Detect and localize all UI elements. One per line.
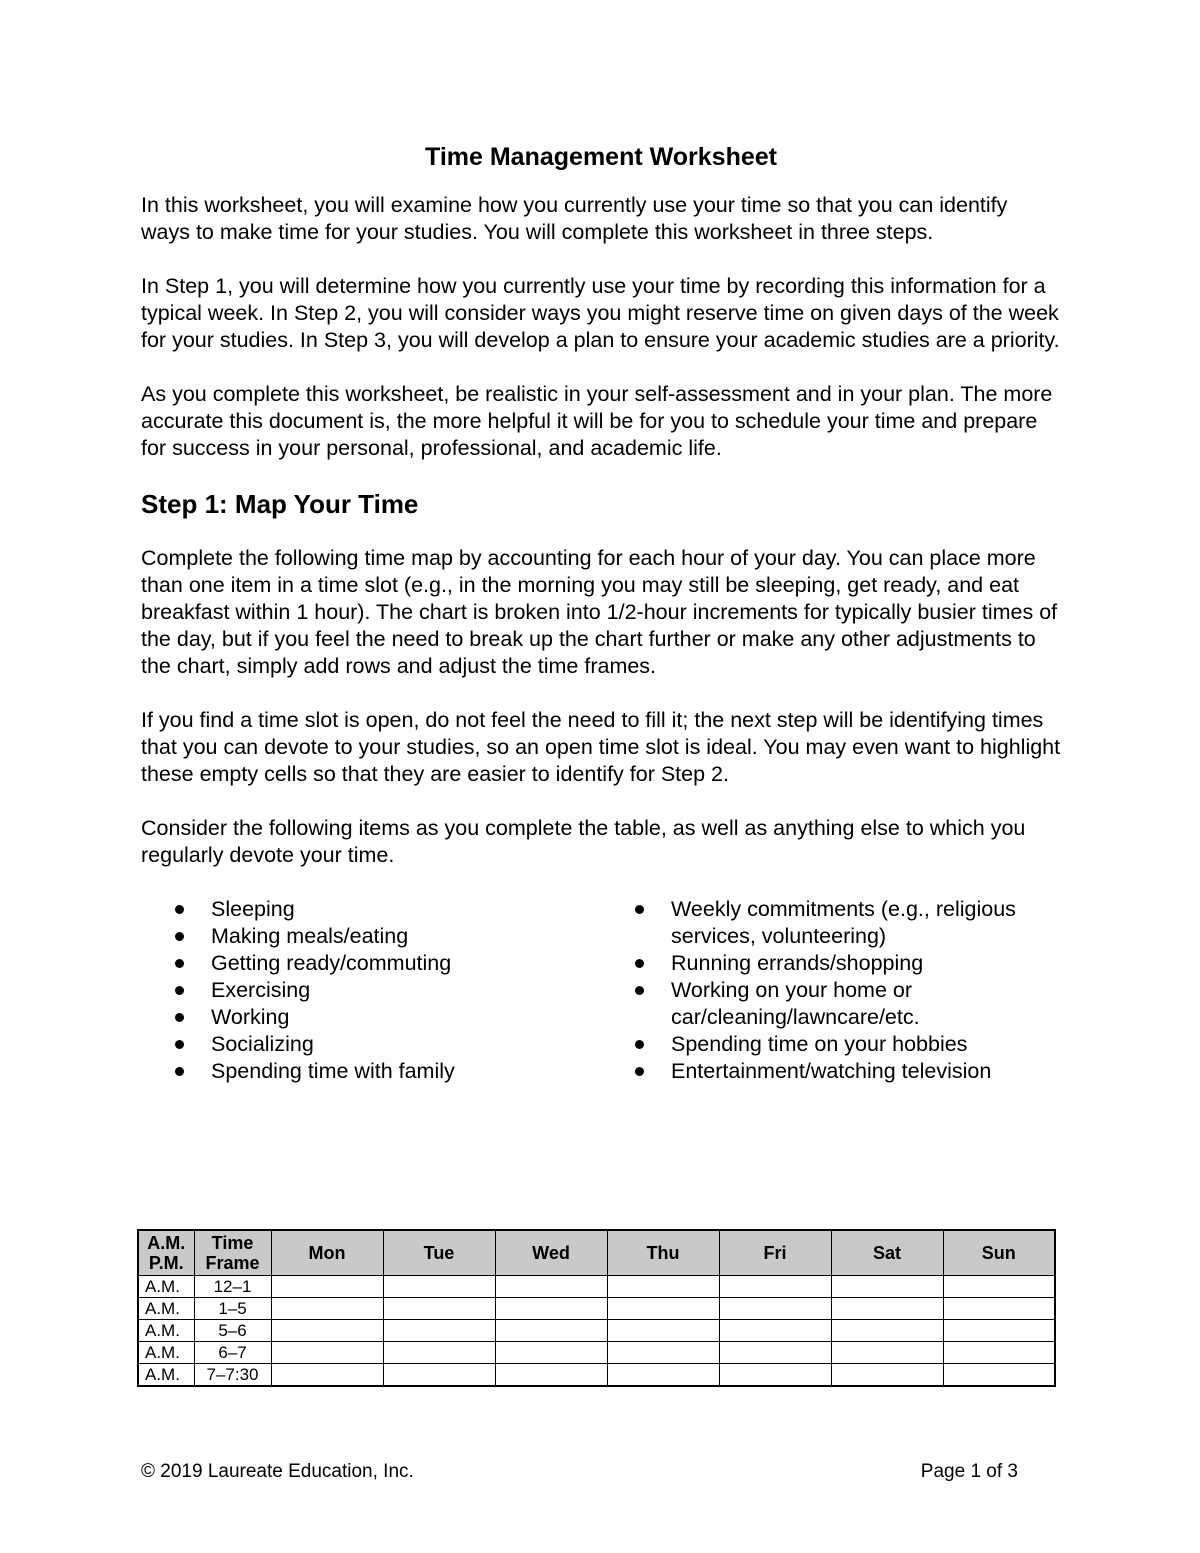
schedule-cell[interactable] — [607, 1364, 719, 1387]
bullet-item: Working on your home or car/cleaning/lawncare/etc. — [601, 977, 1031, 1031]
schedule-cell[interactable] — [271, 1364, 383, 1387]
schedule-cell[interactable] — [719, 1298, 831, 1320]
bullet-item: Socializing — [141, 1031, 601, 1058]
schedule-cell[interactable] — [607, 1320, 719, 1342]
schedule-cell[interactable] — [831, 1298, 943, 1320]
schedule-cell[interactable] — [607, 1342, 719, 1364]
schedule-cell[interactable] — [495, 1364, 607, 1387]
document-title: Time Management Worksheet — [425, 143, 777, 171]
schedule-cell[interactable] — [271, 1276, 383, 1298]
schedule-cell[interactable] — [607, 1276, 719, 1298]
schedule-cell[interactable] — [943, 1320, 1055, 1342]
day-header-fri: Fri — [719, 1230, 831, 1276]
table-row — [138, 1298, 1055, 1320]
bullet-item: Weekly commitments (e.g., religious services, volunteering) — [601, 896, 1031, 950]
table-row — [138, 1342, 1055, 1364]
table-row — [138, 1276, 1055, 1298]
step1-paragraph-1: Complete the following time map by accounting for each hour of your day. You can place more than one item in a time slot (e.g., in the morning you may still be sleeping, get ready, and eat breakfast within 1 hour). The chart is broken into 1/2-hour increments for typically busier times of the day, but if you feel the need to break up the chart further or make any other adjustments to the chart, simply add rows and adjust the time frames. — [141, 546, 1058, 678]
table-header-row — [138, 1230, 1055, 1276]
bullet-item: Making meals/eating — [141, 923, 601, 950]
ampm-cell: A.M. — [138, 1342, 194, 1364]
document-page — [141, 140, 1061, 1085]
footer-copyright: © 2019 Laureate Education, Inc. — [141, 1461, 414, 1482]
intro-paragraph-2: In Step 1, you will determine how you currently use your time by recording this information for a typical week. In Step 2, you will consider ways you might reserve time on given days of the week for your studies. In Step 3, you will develop a plan to ensure your academic studies are a priority. — [141, 274, 1060, 352]
bullet-item: Sleeping — [141, 896, 601, 923]
ampm-header — [138, 1230, 194, 1276]
day-header-sun: Sun — [943, 1230, 1055, 1276]
schedule-cell[interactable] — [943, 1364, 1055, 1387]
bullet-item: Working — [141, 1004, 601, 1031]
bullet-item: Spending time on your hobbies — [601, 1031, 1031, 1058]
bullet-column-right — [601, 896, 1031, 1085]
schedule-cell[interactable] — [383, 1342, 495, 1364]
time-frame-cell: 7–7:30 — [194, 1364, 271, 1387]
bullet-item: Getting ready/commuting — [141, 950, 601, 977]
day-header-sat: Sat — [831, 1230, 943, 1276]
schedule-cell[interactable] — [271, 1298, 383, 1320]
schedule-cell[interactable] — [719, 1364, 831, 1387]
schedule-cell[interactable] — [607, 1298, 719, 1320]
schedule-cell[interactable] — [943, 1342, 1055, 1364]
time-map-table — [137, 1229, 1056, 1387]
schedule-cell[interactable] — [383, 1276, 495, 1298]
ampm-header-line1: A.M. — [147, 1233, 186, 1253]
schedule-cell[interactable] — [831, 1364, 943, 1387]
bullet-item: Running errands/shopping — [601, 950, 1031, 977]
schedule-cell[interactable] — [271, 1320, 383, 1342]
schedule-cell[interactable] — [719, 1342, 831, 1364]
schedule-cell[interactable] — [495, 1298, 607, 1320]
bullet-item: Exercising — [141, 977, 601, 1004]
ampm-cell: A.M. — [138, 1320, 194, 1342]
schedule-cell[interactable] — [831, 1342, 943, 1364]
schedule-cell[interactable] — [271, 1342, 383, 1364]
schedule-cell[interactable] — [943, 1298, 1055, 1320]
activity-bullet-list — [141, 896, 1061, 1085]
table-row — [138, 1364, 1055, 1387]
ampm-header-line2: P.M. — [148, 1253, 184, 1273]
schedule-cell[interactable] — [831, 1320, 943, 1342]
time-frame-cell: 5–6 — [194, 1320, 271, 1342]
schedule-cell[interactable] — [383, 1298, 495, 1320]
schedule-cell[interactable] — [383, 1364, 495, 1387]
schedule-cell[interactable] — [495, 1342, 607, 1364]
step1-paragraph-2: If you find a time slot is open, do not feel the need to fill it; the next step will be identifying times that you can devote to your studies, so an open time slot is ideal. You may even want to highlight these empty cells so that they are easier to identify for Step 2. — [141, 708, 1061, 786]
time-header-line2: Frame — [205, 1253, 260, 1273]
bullet-item: Entertainment/watching television — [601, 1058, 1031, 1085]
intro-paragraph-3: As you complete this worksheet, be realistic in your self-assessment and in your plan. The more accurate this document is, the more helpful it will be for you to schedule your time and prepare for success in your personal, professional, and academic life. — [141, 382, 1053, 460]
time-frame-cell: 1–5 — [194, 1298, 271, 1320]
day-header-mon: Mon — [271, 1230, 383, 1276]
time-frame-cell: 6–7 — [194, 1342, 271, 1364]
ampm-cell: A.M. — [138, 1298, 194, 1320]
schedule-cell[interactable] — [495, 1276, 607, 1298]
schedule-cell[interactable] — [831, 1276, 943, 1298]
time-frame-header — [194, 1230, 271, 1276]
schedule-cell[interactable] — [719, 1320, 831, 1342]
schedule-cell[interactable] — [719, 1276, 831, 1298]
ampm-cell: A.M. — [138, 1364, 194, 1387]
day-header-tue: Tue — [383, 1230, 495, 1276]
footer-page-number: Page 1 of 3 — [920, 1461, 1018, 1482]
schedule-cell[interactable] — [943, 1276, 1055, 1298]
schedule-cell[interactable] — [495, 1320, 607, 1342]
schedule-cell[interactable] — [383, 1320, 495, 1342]
step1-paragraph-3: Consider the following items as you complete the table, as well as anything else to which you regularly devote your time. — [141, 816, 1026, 867]
bullet-column-left — [141, 896, 601, 1085]
intro-paragraph-1: In this worksheet, you will examine how you currently use your time so that you can identify ways to make time for your studies. You will complete this worksheet in three steps. — [141, 193, 1008, 244]
time-frame-cell: 12–1 — [194, 1276, 271, 1298]
day-header-wed: Wed — [495, 1230, 607, 1276]
table-row — [138, 1320, 1055, 1342]
ampm-cell: A.M. — [138, 1276, 194, 1298]
step1-heading: Step 1: Map Your Time — [141, 489, 419, 519]
bullet-item: Spending time with family — [141, 1058, 601, 1085]
time-header-line1: Time — [211, 1233, 254, 1253]
day-header-thu: Thu — [607, 1230, 719, 1276]
